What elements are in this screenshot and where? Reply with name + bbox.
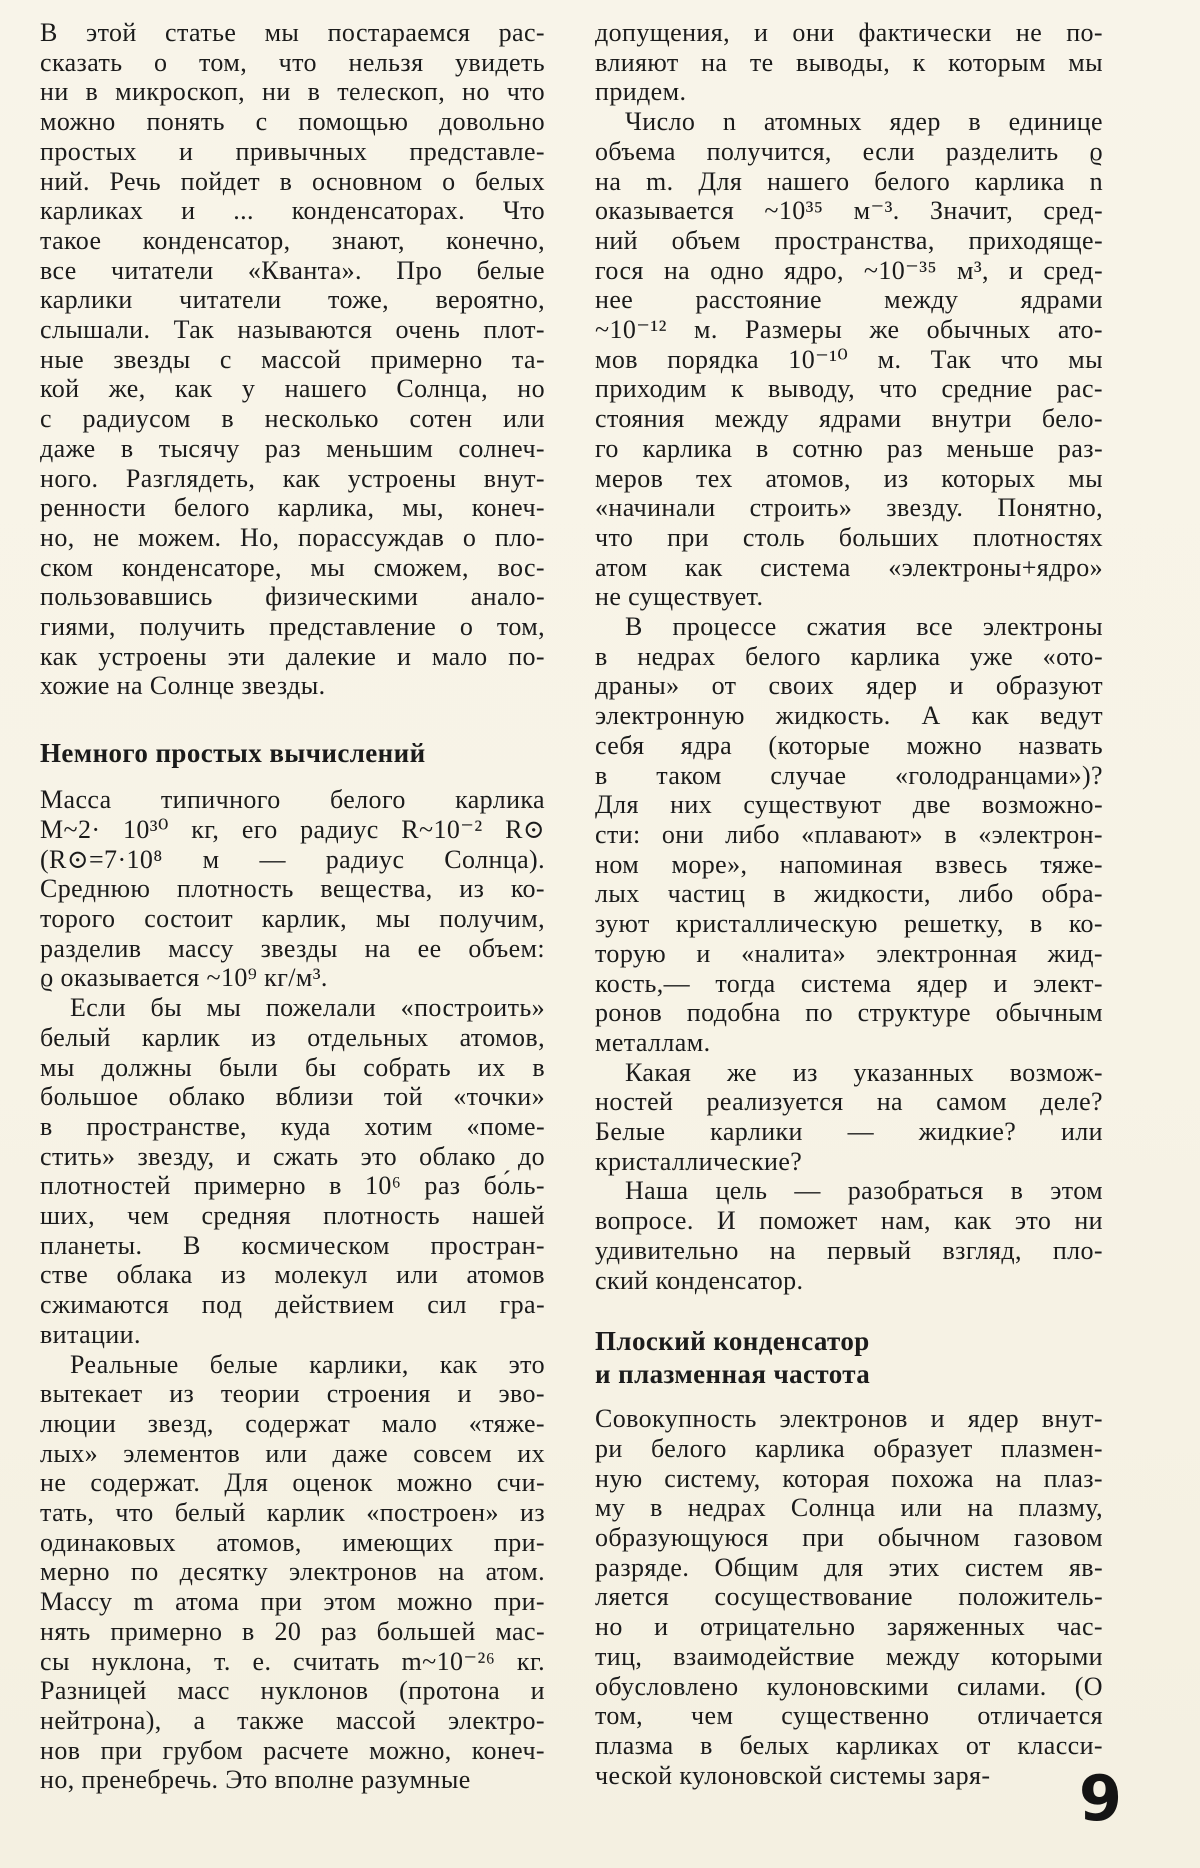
text-line: лых» элементов или даже совсем их — [40, 1438, 545, 1468]
text-line: Если бы мы пожелали «построить» — [70, 993, 545, 1023]
text-line: в таком случае «голодранцами»)? — [595, 760, 1103, 790]
text-line: на m. Для нашего белого карлика n — [595, 166, 1103, 196]
text-line: даже в тысячу раз меньшим солнеч- — [40, 433, 545, 463]
text-line: мерно по десятку электронов на атом. — [40, 1557, 545, 1587]
text-line: тать, что белый карлик «построен» из — [40, 1498, 545, 1528]
text-line: гося на одно ядро, ~10⁻³⁵ м³, и сред- — [595, 255, 1103, 285]
text-line: ний объем пространства, приходяще- — [595, 225, 1103, 255]
text-line: ностей реализуется на самом деле? — [595, 1087, 1103, 1117]
paragraph-nuclei-number — [595, 107, 1103, 612]
text-line: ших, чем средняя плотность нашей — [40, 1201, 545, 1231]
text-line: стояния между ядрами внутри бело- — [595, 404, 1103, 434]
text-line: Наша цель — разобраться в этом — [625, 1176, 1103, 1206]
text-line: Совокупность электронов и ядер внут- — [595, 1404, 1103, 1434]
text-line: Массу m атома при этом можно при- — [40, 1587, 545, 1617]
text-line: ческой кулоновской системы заря- — [595, 1760, 991, 1790]
text-line: себя ядра (которые можно назвать — [595, 730, 1103, 760]
text-line: ри белого карлика образует плазмен- — [595, 1433, 1103, 1463]
paragraph-plasma-system — [595, 1404, 1103, 1790]
text-line: плотностей примерно в 10⁶ раз бо́ль- — [40, 1171, 545, 1201]
text-line: ные звезды с массой примерно та- — [40, 344, 545, 374]
text-line: мы должны были бы собрать их в — [40, 1052, 545, 1082]
text-line: не содержат. Для оценок можно счи- — [40, 1468, 545, 1498]
text-line: тиц, взаимодействие между которыми — [595, 1641, 1103, 1671]
text-line: кость,— тогда система ядер и элект- — [595, 968, 1103, 998]
text-line: пользовавшись физическими анало- — [40, 582, 545, 612]
text-line: Число n атомных ядер в единице — [625, 107, 1103, 137]
text-line: меров тех атомов, из которых мы — [595, 463, 1103, 493]
text-line: сжимаются под действием сил гра- — [40, 1290, 545, 1320]
text-line: электронную жидкость. А как ведут — [595, 701, 1103, 731]
paragraph-real-dwarfs — [40, 1350, 545, 1796]
text-line: нейтрона), а также массой электро- — [40, 1705, 545, 1735]
text-line: белый карлик из отдельных атомов, — [40, 1022, 545, 1052]
text-line: влияют на те выводы, к которым мы — [595, 47, 1103, 77]
text-line: не существует. — [595, 582, 764, 612]
paragraph-which-possibility — [595, 1058, 1103, 1177]
text-line: го карлика в сотню раз меньше раз- — [595, 433, 1103, 463]
text-line: ском конденсаторе, мы сможем, вос- — [40, 552, 545, 582]
text-line: в недрах белого карлика уже «ото- — [595, 641, 1103, 671]
text-line: люции звезд, содержат мало «тяже- — [40, 1408, 545, 1438]
text-line: В процессе сжатия все электроны — [625, 612, 1103, 642]
text-line: Плоский конденсатор — [595, 1326, 870, 1357]
text-line: планеты. В космическом простран- — [40, 1230, 545, 1260]
text-line: простых и привычных представле- — [40, 136, 545, 166]
page-number: 9 — [1078, 1762, 1122, 1835]
text-line: с радиусом в несколько сотен или — [40, 404, 545, 434]
text-columns — [40, 18, 1200, 1795]
left-column — [40, 18, 545, 1795]
text-line: мов порядка 10⁻¹⁰ м. Так что мы — [595, 344, 1103, 374]
text-line: M~2· 10³⁰ кг, его радиус R~10⁻² R⊙ — [40, 814, 545, 844]
text-line: большое облако вблизи той «точки» — [40, 1082, 545, 1112]
text-line: обусловлено кулоновскими силами. (О — [595, 1671, 1103, 1701]
text-line: разряде. Общим для этих систем яв- — [595, 1552, 1103, 1582]
text-line: разделив массу звезды на ее объем: — [40, 933, 545, 963]
text-line: ном море», напоминая взвесь тяже- — [595, 849, 1103, 879]
intro-paragraph — [40, 18, 545, 701]
text-line: зуют кристаллическую решетку, в ко- — [595, 909, 1103, 939]
text-line: можно понять с помощью довольно — [40, 107, 545, 137]
text-line: карликах и ... конденсаторах. Что — [40, 196, 545, 226]
text-line: стить» звезду, и сжать это облако до — [40, 1141, 545, 1171]
text-line: Масса типичного белого карлика — [40, 785, 545, 815]
paragraph-electron-liquid — [595, 612, 1103, 1058]
text-line: карлики читатели тоже, вероятно, — [40, 285, 545, 315]
text-line: ϱ оказывается ~10⁹ кг/м³. — [40, 963, 328, 993]
text-line: одинаковых атомов, имеющих при- — [40, 1527, 545, 1557]
paragraph-assumptions — [595, 18, 1103, 107]
text-line: ного. Разглядеть, как устроены внут- — [40, 463, 545, 493]
text-line: такое конденсатор, знают, конечно, — [40, 225, 545, 255]
text-line: хожие на Солнце звезды. — [40, 671, 326, 701]
section-heading-calculations — [40, 737, 545, 770]
paragraph-mass-density — [40, 785, 545, 993]
text-line: Для них существуют две возможно- — [595, 790, 1103, 820]
text-line: му в недрах Солнца или на плазму, — [595, 1493, 1103, 1523]
text-line: все читатели «Кванта». Про белые — [40, 255, 545, 285]
text-line: удивительно на первый взгляд, пло- — [595, 1235, 1103, 1265]
text-line: «начинали строить» звезду. Понятно, — [595, 493, 1103, 523]
paragraph-our-goal — [595, 1176, 1103, 1295]
text-line: Среднюю плотность вещества, из ко- — [40, 874, 545, 904]
text-line: Белые карлики — жидкие? или — [595, 1117, 1103, 1147]
text-line: лых частиц в жидкости, либо обра- — [595, 879, 1103, 909]
text-line: торую и «налита» электронная жид- — [595, 938, 1103, 968]
text-line: В этой статье мы постараемся рас- — [40, 18, 545, 47]
text-line: металлам. — [595, 1027, 711, 1057]
text-line: витации. — [40, 1319, 141, 1349]
text-line: сказать о том, что нельзя увидеть — [40, 47, 545, 77]
heading-text: Немного простых вычислений — [40, 738, 426, 769]
text-line: (R⊙=7·10⁸ м — радиус Солнца). — [40, 844, 545, 874]
text-line: ронов подобна по структуре обычным — [595, 998, 1103, 1028]
text-line: нять примерно в 20 раз большей мас- — [40, 1616, 545, 1646]
text-line: плазма в белых карликах от класси- — [595, 1730, 1103, 1760]
text-line: но, пренебречь. Это вполне разумные — [40, 1765, 471, 1795]
text-line: оказывается ~10³⁵ м⁻³. Значит, сред- — [595, 196, 1103, 226]
text-line: ~10⁻¹² м. Размеры же обычных ато- — [595, 315, 1103, 345]
text-line: как устроены эти далекие и мало по- — [40, 641, 545, 671]
text-line: но и отрицательно заряженных час- — [595, 1612, 1103, 1642]
text-line: слышали. Так называются очень плот- — [40, 315, 545, 345]
text-line: и плазменная частота — [595, 1359, 871, 1390]
section-heading-capacitor — [595, 1325, 1103, 1391]
text-line: но, не можем. Но, порассуждав о пло- — [40, 522, 545, 552]
text-line: допущения, и они фактически не по- — [595, 18, 1103, 47]
text-line: кой же, как у нашего Солнца, но — [40, 374, 545, 404]
text-line: ляется сосуществование положитель- — [595, 1582, 1103, 1612]
text-line: нее расстояние между ядрами — [595, 285, 1103, 315]
text-line: вытекает из теории строения и эво- — [40, 1379, 545, 1409]
text-line: объема получится, если разделить ϱ — [595, 136, 1103, 166]
text-line: торого состоит карлик, мы получим, — [40, 903, 545, 933]
text-line: приходим к выводу, что средние рас- — [595, 374, 1103, 404]
text-line: стве облака из молекул или атомов — [40, 1260, 545, 1290]
text-line: ний. Речь пойдет в основном о белых — [40, 166, 545, 196]
text-line: нов при грубом расчете можно, конеч- — [40, 1735, 545, 1765]
text-line: Реальные белые карлики, как это — [70, 1349, 545, 1379]
text-line: образующуюся при обычном газовом — [595, 1523, 1103, 1553]
text-line: кристаллические? — [595, 1146, 803, 1176]
paragraph-build-dwarf — [40, 993, 545, 1349]
text-line: ную систему, которая похожа на плаз- — [595, 1463, 1103, 1493]
right-column — [595, 18, 1103, 1795]
text-line: вопросе. И поможет нам, как это ни — [595, 1206, 1103, 1236]
text-line: атом как система «электроны+ядро» — [595, 552, 1103, 582]
text-line: Какая же из указанных возмож- — [625, 1057, 1103, 1087]
text-line: ский конденсатор. — [595, 1265, 804, 1295]
text-line: придем. — [595, 77, 687, 107]
text-line: том, чем существенно отличается — [595, 1701, 1103, 1731]
text-line: сы нуклона, т. е. считать m~10⁻²⁶ кг. — [40, 1646, 545, 1676]
text-line: гиями, получить представление о том, — [40, 612, 545, 642]
text-line: сти: они либо «плавают» в «электрон- — [595, 819, 1103, 849]
text-line: драны» от своих ядер и образуют — [595, 671, 1103, 701]
text-line: ни в микроскоп, ни в телескоп, но что — [40, 77, 545, 107]
text-line: Разницей масс нуклонов (протона и — [40, 1676, 545, 1706]
text-line: в пространстве, куда хотим «поме- — [40, 1111, 545, 1141]
text-line: ренности белого карлика, мы, конеч- — [40, 493, 545, 523]
text-line: что при столь больших плотностях — [595, 522, 1103, 552]
